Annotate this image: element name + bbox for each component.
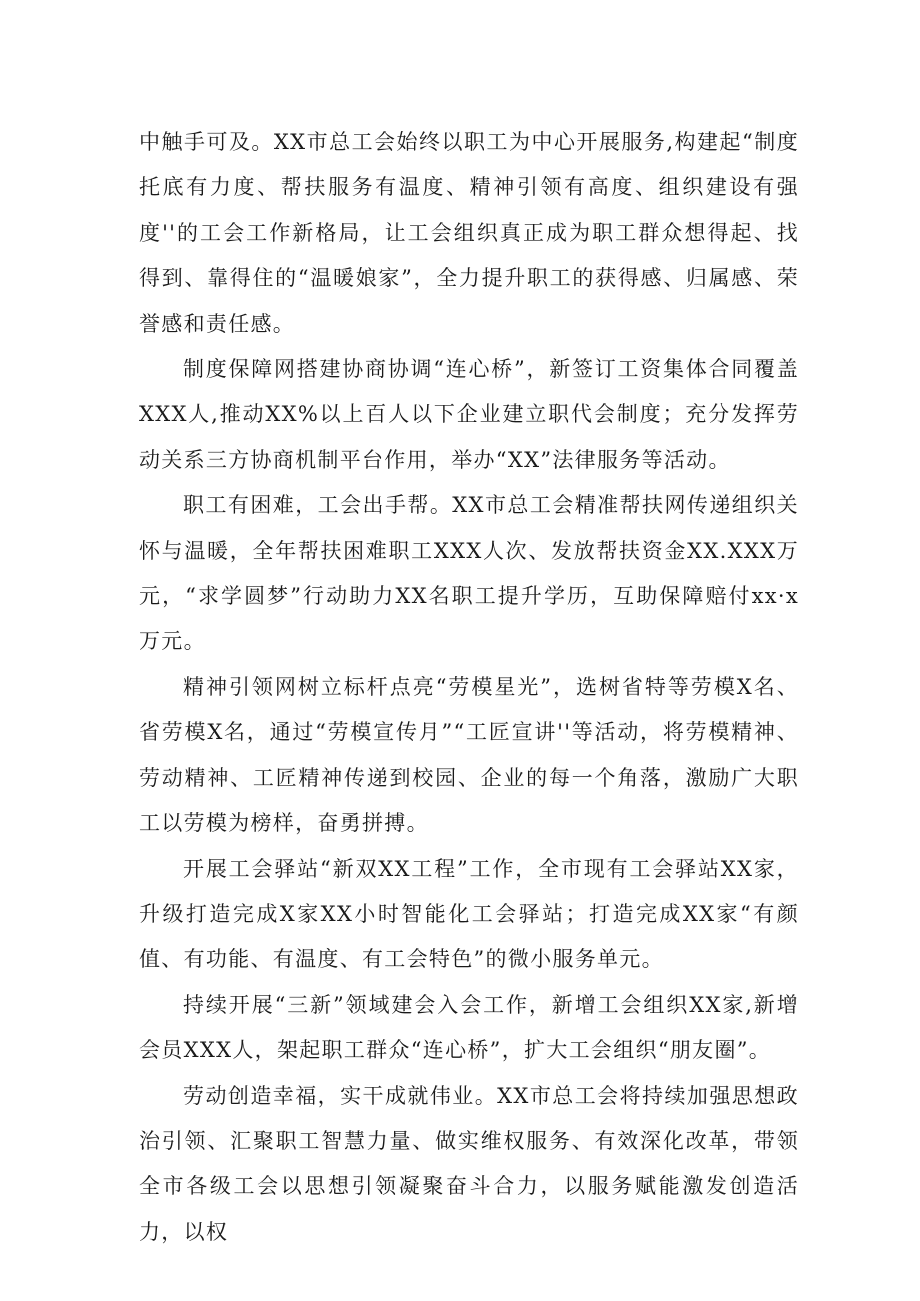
paragraph-6: 持续开展“三新”领域建会入会工作，新增工会组织XX家,新增会员XXX人，架起职工群众“连心桥”，扩大工会组织“朋友圈”。	[139, 992, 799, 1063]
paragraph-4: 精神引领网树立标杆点亮“劳模星光”，选树省特等劳模X名、省劳模X名，通过“劳模宣传月”“工匠宣讲''等活动，将劳模精神、劳动精神、工匠精神传递到校园、企业的每一个角落，激励广大职工以劳模为榜样，奋勇拼搏。	[139, 674, 799, 836]
paragraph-2: 制度保障网搭建协商协调“连心桥”，新签订工资集体合同覆盖XXX人,推动XX%以上百人以下企业建立职代会制度；充分发挥劳动关系三方协商机制平台作用，举办“XX”法律服务等活动。	[139, 357, 799, 472]
paragraph-5: 开展工会驿站“新双XX工程”工作，全市现有工会驿站XX家，升级打造完成X家XX小时智能化工会驿站；打造完成XX家“有颜值、有功能、有温度、有工会特色”的微小服务单元。	[139, 856, 799, 972]
document-body	[139, 120, 799, 1255]
paragraph-1: 中触手可及。XX市总工会始终以职工为中心开展服务,构建起“制度托底有力度、帮扶服务有温度、精神引领有高度、组织建设有强度''的工会工作新格局，让工会组织真正成为职工群众想得起、找得到、靠得住的“温暖娘家”，全力提升职工的获得感、归属感、荣誉感和责任感。	[139, 130, 799, 336]
paragraph-7: 劳动创造幸福，实干成就伟业。XX市总工会将持续加强思想政治引领、汇聚职工智慧力量、做实维权服务、有效深化改革，带领全市各级工会以思想引领凝聚奋斗合力，以服务赋能激发创造活力，以权	[139, 1083, 799, 1244]
paragraph-3: 职工有困难，工会出手帮。XX市总工会精准帮扶网传递组织关怀与温暖，全年帮扶困难职工XXX人次、发放帮扶资金XX.XXX万元，“求学圆梦”行动助力XX名职工提升学历，互助保障赔付xx·x万元。	[139, 493, 799, 654]
